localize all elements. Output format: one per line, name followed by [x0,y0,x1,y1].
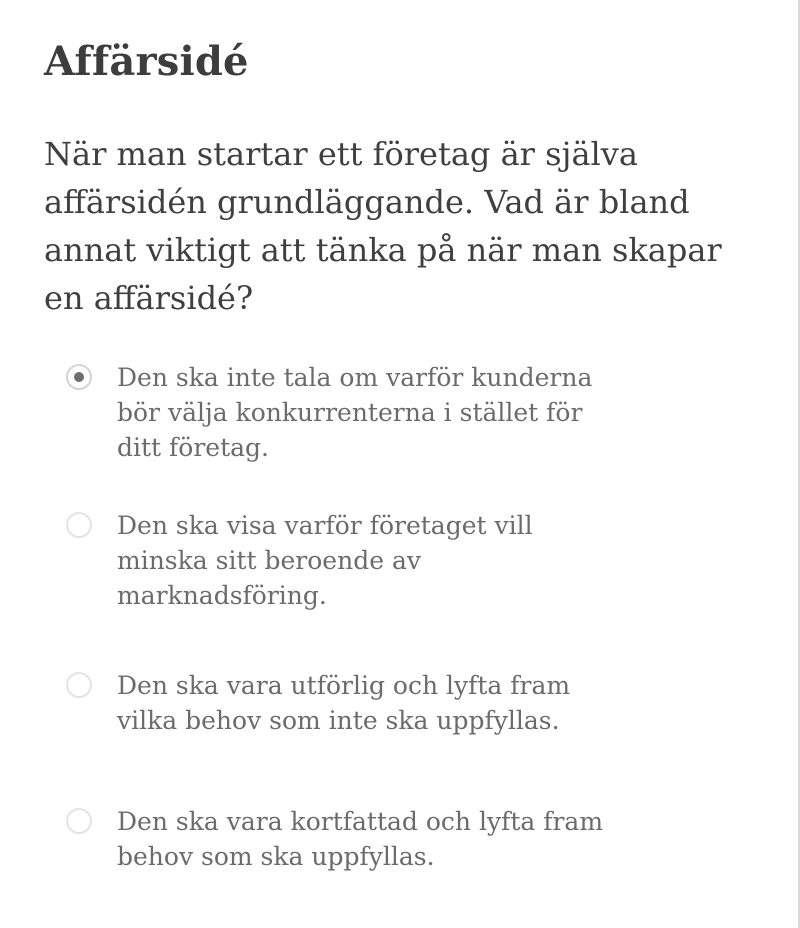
radio-button-3[interactable] [66,672,92,698]
question-text: När man startar ett företag är själva affärsidén grundläggande. Vad är bland annat viktigt att tänka på när man skapar en affärsidé? [44,135,722,317]
radio-button-4[interactable] [66,808,92,834]
answer-option-1[interactable] [66,360,617,465]
answer-option-4[interactable] [66,804,617,874]
answer-option-1-label: Den ska inte tala om varför kunderna bör välja konkurrenterna i stället för ditt företag. [117,363,593,462]
answer-option-4-label: Den ska vara kortfattad och lyfta fram behov som ska uppfyllas. [117,807,604,871]
radio-button-1[interactable] [66,364,92,390]
answer-option-3[interactable] [66,668,617,738]
answer-option-3-label: Den ska vara utförlig och lyfta fram vilka behov som inte ska uppfyllas. [117,671,571,735]
radio-button-2[interactable] [66,512,92,538]
page-title: Affärsidé [44,38,249,85]
answer-option-2[interactable] [66,508,617,613]
answer-option-2-label: Den ska visa varför företaget vill minska sitt beroende av marknadsföring. [117,511,533,610]
